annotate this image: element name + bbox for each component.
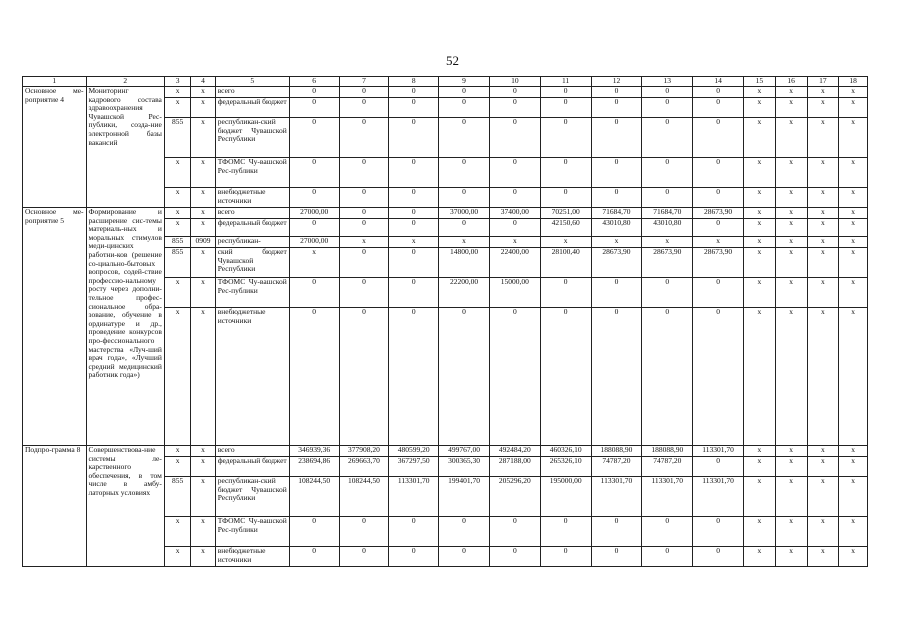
measure-name-cell: Основное ме-роприятие 5	[23, 208, 87, 446]
value-cell: х	[743, 517, 775, 547]
code-cell: х	[191, 98, 215, 118]
value-cell: 43010,80	[591, 219, 642, 237]
value-cell: 0	[389, 278, 439, 308]
value-cell: 28673,90	[591, 248, 642, 278]
funding-source-cell: ский бюджет Чувашской Республики	[215, 248, 289, 278]
value-cell: 0	[693, 547, 744, 567]
code-cell: х	[164, 547, 190, 567]
header-cell: 2	[86, 77, 164, 87]
value-cell: 0	[389, 118, 439, 158]
header-cell: 4	[191, 77, 215, 87]
value-cell: х	[775, 248, 807, 278]
value-cell: 0	[339, 188, 389, 208]
value-cell: 0	[339, 278, 389, 308]
value-cell: 42150,60	[540, 219, 591, 237]
value-cell: 108244,50	[289, 477, 339, 517]
value-cell: 28673,90	[642, 248, 693, 278]
value-cell: 28100,40	[540, 248, 591, 278]
value-cell: 199401,70	[439, 477, 490, 517]
code-cell: 0909	[191, 237, 215, 248]
value-cell: х	[775, 457, 807, 477]
value-cell: 0	[540, 278, 591, 308]
value-cell: 0	[642, 517, 693, 547]
value-cell: х	[839, 446, 868, 457]
measure-description-cell: Мониторинг кадрового состава здравоохранения Чувашской Рес-публики, созда-ние электронной базы вакансий	[86, 87, 164, 208]
value-cell: х	[389, 237, 439, 248]
code-cell: х	[191, 158, 215, 188]
value-cell: 0	[540, 517, 591, 547]
value-cell: 0	[439, 158, 490, 188]
value-cell: х	[839, 237, 868, 248]
funding-source-cell: ТФОМС Чу-вашской Рес-публики	[215, 517, 289, 547]
value-cell: 0	[591, 118, 642, 158]
measure-name-cell: Основное ме-роприятие 4	[23, 87, 87, 208]
value-cell: х	[591, 237, 642, 248]
value-cell: 0	[339, 248, 389, 278]
value-cell: х	[743, 188, 775, 208]
value-cell: 0	[591, 308, 642, 446]
table-row	[23, 446, 868, 457]
value-cell: 0	[289, 158, 339, 188]
value-cell: х	[775, 517, 807, 547]
value-cell: х	[775, 237, 807, 248]
value-cell: 0	[439, 547, 490, 567]
value-cell: 70251,00	[540, 208, 591, 219]
value-cell: 0	[693, 87, 744, 98]
value-cell: х	[743, 477, 775, 517]
budget-table	[22, 76, 868, 567]
value-cell: 71684,70	[591, 208, 642, 219]
value-cell: 0	[642, 547, 693, 567]
value-cell: х	[775, 308, 807, 446]
code-cell: х	[164, 308, 190, 446]
code-cell: х	[164, 208, 190, 219]
value-cell: 0	[489, 219, 540, 237]
value-cell: 0	[289, 98, 339, 118]
value-cell: 0	[439, 98, 490, 118]
code-cell: х	[191, 547, 215, 567]
funding-source-cell: республикан-ский бюджет Чувашской Республики	[215, 118, 289, 158]
header-cell: 18	[839, 77, 868, 87]
value-cell: 0	[389, 248, 439, 278]
header-cell: 12	[591, 77, 642, 87]
value-cell: х	[775, 278, 807, 308]
value-cell: 0	[591, 98, 642, 118]
value-cell: х	[775, 98, 807, 118]
value-cell: 0	[540, 118, 591, 158]
header-cell: 17	[807, 77, 839, 87]
value-cell: 0	[489, 98, 540, 118]
value-cell: 0	[591, 87, 642, 98]
value-cell: х	[743, 446, 775, 457]
value-cell: х	[839, 477, 868, 517]
value-cell: 43010,80	[642, 219, 693, 237]
value-cell: 0	[339, 118, 389, 158]
code-cell: х	[191, 278, 215, 308]
value-cell: х	[807, 308, 839, 446]
value-cell: 0	[339, 87, 389, 98]
header-cell: 5	[215, 77, 289, 87]
value-cell: 0	[642, 278, 693, 308]
value-cell: 0	[591, 278, 642, 308]
value-cell: х	[775, 219, 807, 237]
value-cell: х	[743, 208, 775, 219]
value-cell: х	[839, 158, 868, 188]
funding-source-cell: федеральный бюджет	[215, 457, 289, 477]
value-cell: 28673,90	[693, 208, 744, 219]
value-cell: 0	[540, 308, 591, 446]
value-cell: 0	[489, 188, 540, 208]
code-cell: х	[191, 457, 215, 477]
value-cell: х	[743, 219, 775, 237]
value-cell: 113301,70	[642, 477, 693, 517]
value-cell: 113301,70	[693, 477, 744, 517]
measure-description-cell: Формирование и расширение сис-темы материаль-ных и моральных стимулов меди-цинских работни-ков (решение со-циально-бытовых вопросов, содей-ствие профессио-нальному росту через дополни-тельное профес-сиональное обра-зование, обучение в ординатуре и др., проведение конкурсов про-фессионального мастерства «Луч-ший врач года», «Лучший средний медицинский работник года»)	[86, 208, 164, 446]
value-cell: 0	[389, 188, 439, 208]
value-cell: 492484,20	[489, 446, 540, 457]
value-cell: х	[839, 517, 868, 547]
value-cell: 0	[339, 517, 389, 547]
value-cell: х	[743, 547, 775, 567]
value-cell: х	[839, 87, 868, 98]
measure-name-cell: Подпро-грамма 8	[23, 446, 87, 567]
value-cell: 0	[289, 547, 339, 567]
value-cell: 269663,70	[339, 457, 389, 477]
value-cell: 0	[591, 547, 642, 567]
value-cell: х	[839, 278, 868, 308]
value-cell: 14800,00	[439, 248, 490, 278]
value-cell: 287188,00	[489, 457, 540, 477]
header-cell: 15	[743, 77, 775, 87]
code-cell: х	[191, 446, 215, 457]
value-cell: 108244,50	[339, 477, 389, 517]
code-cell: х	[191, 248, 215, 278]
value-cell: х	[642, 237, 693, 248]
value-cell: х	[339, 237, 389, 248]
value-cell: 0	[642, 158, 693, 188]
value-cell: х	[807, 87, 839, 98]
value-cell: х	[807, 188, 839, 208]
funding-source-cell: внебюджетные источники	[215, 188, 289, 208]
value-cell: 113301,70	[591, 477, 642, 517]
value-cell: х	[807, 158, 839, 188]
value-cell: 480599,20	[389, 446, 439, 457]
value-cell: х	[839, 208, 868, 219]
value-cell: х	[775, 118, 807, 158]
funding-source-cell: республикан-	[215, 237, 289, 248]
funding-source-cell: всего	[215, 446, 289, 457]
header-cell: 8	[389, 77, 439, 87]
value-cell: 188088,90	[591, 446, 642, 457]
value-cell: 0	[439, 118, 490, 158]
funding-source-cell: республикан-ский бюджет Чувашской Республики	[215, 477, 289, 517]
value-cell: 0	[389, 98, 439, 118]
value-cell: 265326,10	[540, 457, 591, 477]
header-cell: 1	[23, 77, 87, 87]
funding-source-cell: внебюджетные источники	[215, 308, 289, 446]
value-cell: х	[807, 457, 839, 477]
value-cell: 37400,00	[489, 208, 540, 219]
code-cell: х	[191, 308, 215, 446]
value-cell: 0	[489, 118, 540, 158]
header-cell: 3	[164, 77, 190, 87]
funding-source-cell: ТФОМС Чу-вашской Рес-публики	[215, 158, 289, 188]
value-cell: 0	[439, 517, 490, 547]
value-cell: 499767,00	[439, 446, 490, 457]
table-header-row	[23, 77, 868, 87]
value-cell: 0	[439, 219, 490, 237]
value-cell: 0	[591, 517, 642, 547]
funding-source-cell: федеральный бюджет	[215, 219, 289, 237]
code-cell: 855	[164, 248, 190, 278]
value-cell: 27000,00	[289, 237, 339, 248]
page-number: 52	[446, 53, 459, 68]
value-cell: 0	[289, 87, 339, 98]
code-cell: х	[191, 517, 215, 547]
value-cell: х	[807, 477, 839, 517]
code-cell: х	[164, 446, 190, 457]
value-cell: 0	[439, 308, 490, 446]
value-cell: х	[743, 118, 775, 158]
table-row	[23, 87, 868, 98]
value-cell: х	[839, 98, 868, 118]
value-cell: х	[775, 188, 807, 208]
value-cell: х	[807, 219, 839, 237]
code-cell: х	[191, 87, 215, 98]
value-cell: 0	[289, 188, 339, 208]
code-cell: х	[191, 188, 215, 208]
value-cell: 0	[339, 547, 389, 567]
value-cell: 0	[489, 87, 540, 98]
value-cell: х	[743, 237, 775, 248]
value-cell: х	[775, 477, 807, 517]
funding-source-cell: всего	[215, 208, 289, 219]
value-cell: х	[289, 248, 339, 278]
value-cell: 113301,70	[389, 477, 439, 517]
value-cell: х	[775, 158, 807, 188]
value-cell: 0	[540, 98, 591, 118]
value-cell: 0	[489, 547, 540, 567]
value-cell: 0	[540, 158, 591, 188]
value-cell: х	[743, 158, 775, 188]
code-cell: х	[191, 219, 215, 237]
value-cell: 0	[439, 87, 490, 98]
value-cell: 0	[339, 98, 389, 118]
value-cell: 0	[693, 118, 744, 158]
value-cell: 0	[540, 547, 591, 567]
funding-source-cell: внебюджетные источники	[215, 547, 289, 567]
code-cell: х	[164, 188, 190, 208]
value-cell: 37000,00	[439, 208, 490, 219]
code-cell: х	[164, 87, 190, 98]
code-cell: х	[191, 477, 215, 517]
value-cell: 0	[389, 87, 439, 98]
value-cell: х	[839, 308, 868, 446]
value-cell: 0	[591, 188, 642, 208]
value-cell: 0	[439, 188, 490, 208]
code-cell: х	[191, 118, 215, 158]
measure-description-cell: Совершенствова-ние системы ле-карственного обеспечения, в том числе в амбу-латорных условиях	[86, 446, 164, 567]
value-cell: х	[807, 98, 839, 118]
value-cell: х	[540, 237, 591, 248]
value-cell: 0	[389, 517, 439, 547]
code-cell: х	[164, 98, 190, 118]
value-cell: 0	[289, 278, 339, 308]
value-cell: х	[743, 278, 775, 308]
value-cell: 15000,00	[489, 278, 540, 308]
value-cell: 0	[693, 188, 744, 208]
value-cell: 188088,90	[642, 446, 693, 457]
value-cell: х	[839, 248, 868, 278]
header-cell: 11	[540, 77, 591, 87]
value-cell: х	[807, 517, 839, 547]
value-cell: 0	[540, 87, 591, 98]
value-cell: 0	[642, 118, 693, 158]
value-cell: 0	[339, 158, 389, 188]
code-cell: 855	[164, 477, 190, 517]
value-cell: х	[743, 87, 775, 98]
value-cell: 71684,70	[642, 208, 693, 219]
funding-source-cell: ТФОМС Чу-вашской Рес-публики	[215, 278, 289, 308]
value-cell: 0	[389, 208, 439, 219]
value-cell: 0	[289, 308, 339, 446]
value-cell: 0	[289, 219, 339, 237]
value-cell: х	[807, 278, 839, 308]
value-cell: 0	[389, 308, 439, 446]
code-cell: х	[164, 517, 190, 547]
value-cell: х	[775, 87, 807, 98]
value-cell: 300365,30	[439, 457, 490, 477]
value-cell: х	[775, 547, 807, 567]
value-cell: 74787,20	[642, 457, 693, 477]
header-cell: 13	[642, 77, 693, 87]
value-cell: 0	[693, 158, 744, 188]
value-cell: 0	[289, 118, 339, 158]
value-cell: 0	[693, 457, 744, 477]
value-cell: х	[839, 188, 868, 208]
header-cell: 9	[439, 77, 490, 87]
funding-source-cell: федеральный бюджет	[215, 98, 289, 118]
value-cell: 0	[289, 517, 339, 547]
value-cell: 22400,00	[489, 248, 540, 278]
value-cell: х	[743, 457, 775, 477]
header-cell: 16	[775, 77, 807, 87]
value-cell: х	[775, 446, 807, 457]
value-cell: х	[807, 118, 839, 158]
value-cell: х	[743, 308, 775, 446]
value-cell: х	[807, 547, 839, 567]
value-cell: 0	[642, 188, 693, 208]
value-cell: 238694,86	[289, 457, 339, 477]
value-cell: х	[807, 208, 839, 219]
value-cell: 0	[642, 308, 693, 446]
code-cell: х	[164, 457, 190, 477]
value-cell: х	[775, 208, 807, 219]
value-cell: х	[839, 118, 868, 158]
value-cell: 0	[489, 308, 540, 446]
value-cell: 0	[489, 158, 540, 188]
header-cell: 10	[489, 77, 540, 87]
value-cell: х	[839, 457, 868, 477]
value-cell: х	[693, 237, 744, 248]
code-cell: х	[164, 219, 190, 237]
value-cell: 0	[389, 547, 439, 567]
header-cell: 14	[693, 77, 744, 87]
value-cell: 0	[642, 98, 693, 118]
value-cell: 0	[540, 188, 591, 208]
value-cell: 0	[642, 87, 693, 98]
value-cell: 0	[489, 517, 540, 547]
code-cell: х	[191, 208, 215, 219]
table-row	[23, 208, 868, 219]
value-cell: 460326,10	[540, 446, 591, 457]
value-cell: 346939,36	[289, 446, 339, 457]
value-cell: 22200,00	[439, 278, 490, 308]
code-cell: х	[164, 158, 190, 188]
value-cell: х	[807, 248, 839, 278]
value-cell: 0	[693, 98, 744, 118]
value-cell: х	[839, 219, 868, 237]
value-cell: х	[807, 446, 839, 457]
value-cell: 0	[339, 208, 389, 219]
value-cell: х	[489, 237, 540, 248]
funding-source-cell: всего	[215, 87, 289, 98]
value-cell: 0	[693, 278, 744, 308]
value-cell: х	[743, 248, 775, 278]
value-cell: 28673,90	[693, 248, 744, 278]
value-cell: 0	[693, 219, 744, 237]
code-cell: х	[164, 278, 190, 308]
value-cell: 113301,70	[693, 446, 744, 457]
value-cell: 0	[339, 219, 389, 237]
value-cell: 0	[389, 219, 439, 237]
value-cell: 377908,20	[339, 446, 389, 457]
value-cell: х	[439, 237, 490, 248]
value-cell: 0	[591, 158, 642, 188]
value-cell: х	[839, 547, 868, 567]
value-cell: х	[743, 98, 775, 118]
value-cell: х	[807, 237, 839, 248]
value-cell: 205296,20	[489, 477, 540, 517]
value-cell: 74787,20	[591, 457, 642, 477]
code-cell: 855	[164, 118, 190, 158]
header-cell: 6	[289, 77, 339, 87]
value-cell: 0	[339, 308, 389, 446]
value-cell: 367297,50	[389, 457, 439, 477]
code-cell: 855	[164, 237, 190, 248]
header-cell: 7	[339, 77, 389, 87]
value-cell: 0	[693, 308, 744, 446]
value-cell: 27000,00	[289, 208, 339, 219]
value-cell: 195000,00	[540, 477, 591, 517]
value-cell: 0	[389, 158, 439, 188]
value-cell: 0	[693, 517, 744, 547]
